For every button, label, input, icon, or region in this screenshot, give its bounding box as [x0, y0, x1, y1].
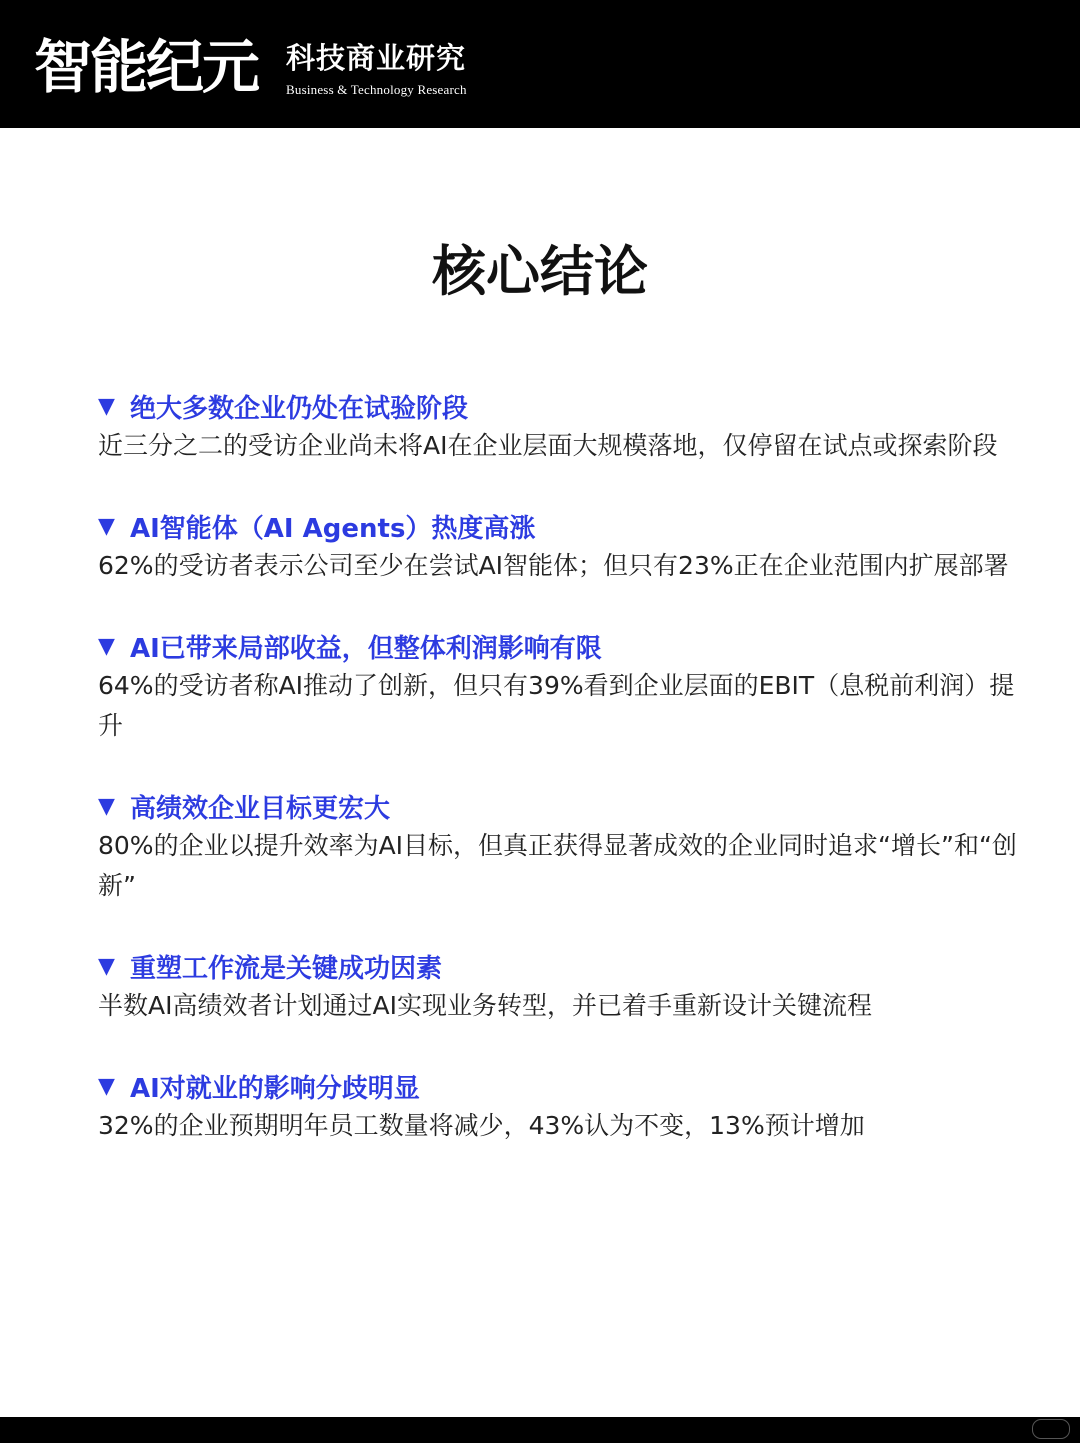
triangle-down-icon: ▼: [98, 393, 115, 419]
finding-heading-text: 绝大多数企业仍处在试验阶段: [130, 393, 469, 424]
finding-heading: [98, 506, 1018, 546]
finding-heading-text: AI对就业的影响分歧明显: [130, 1073, 420, 1104]
finding-body: 半数AI高绩效者计划通过AI实现业务转型，并已着手重新设计关键流程: [98, 991, 872, 1020]
finding-heading: [98, 786, 1018, 826]
brand-tagline: [286, 40, 467, 100]
triangle-down-icon: ▼: [98, 953, 115, 979]
page-title: 核心结论: [432, 239, 648, 303]
finding-heading: [98, 386, 1018, 426]
triangle-down-icon: ▼: [98, 513, 115, 539]
brand-logo: 智能纪元: [34, 33, 259, 101]
tagline-english: Business & Technology Research: [286, 82, 467, 97]
finding-item: [98, 946, 1018, 1026]
finding-body: 64%的受访者称AI推动了创新，但只有39%看到企业层面的EBIT（息税前利润）提升: [98, 671, 1015, 740]
findings-list: [98, 386, 1018, 1186]
triangle-down-icon: ▼: [98, 793, 115, 819]
finding-heading: [98, 1066, 1018, 1106]
finding-heading-text: AI已带来局部收益，但整体利润影响有限: [130, 633, 602, 664]
finding-heading-text: 重塑工作流是关键成功因素: [130, 953, 443, 984]
finding-heading-text: AI智能体（AI Agents）热度高涨: [130, 513, 536, 544]
triangle-down-icon: ▼: [98, 633, 115, 659]
finding-body: 近三分之二的受访企业尚未将AI在企业层面大规模落地，仅停留在试点或探索阶段: [98, 431, 998, 460]
finding-body: 62%的受访者表示公司至少在尝试AI智能体；但只有23%正在企业范围内扩展部署: [98, 551, 1009, 580]
footer-bar: [0, 1417, 1080, 1443]
watermark-badge-icon: [1032, 1419, 1070, 1439]
finding-heading: [98, 946, 1018, 986]
finding-body: 80%的企业以提升效率为AI目标，但真正获得显著成效的企业同时追求“增长”和“创新”: [98, 831, 1017, 900]
tagline-chinese: 科技商业研究: [286, 41, 467, 75]
triangle-down-icon: ▼: [98, 1073, 115, 1099]
finding-heading: [98, 626, 1018, 666]
finding-item: [98, 626, 1018, 746]
header-banner: [0, 0, 1080, 128]
finding-item: [98, 786, 1018, 906]
finding-item: [98, 506, 1018, 586]
finding-heading-text: 高绩效企业目标更宏大: [130, 793, 391, 824]
finding-body: 32%的企业预期明年员工数量将减少，43%认为不变，13%预计增加: [98, 1111, 865, 1140]
finding-item: [98, 386, 1018, 466]
finding-item: [98, 1066, 1018, 1146]
